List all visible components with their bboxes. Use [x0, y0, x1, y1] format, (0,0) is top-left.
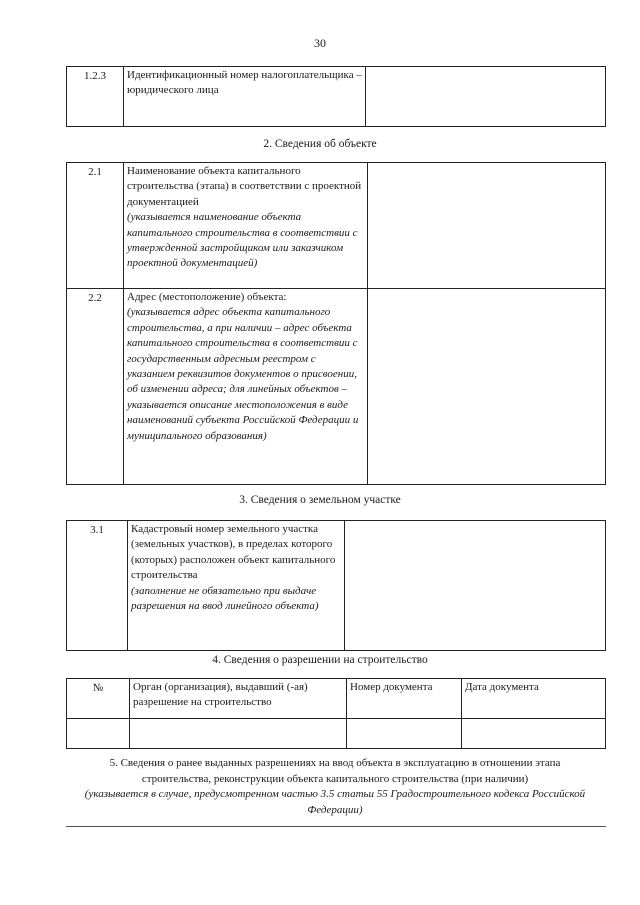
row-label [124, 67, 366, 127]
object-info-table [66, 162, 606, 485]
row-number: 2.1 [67, 163, 124, 289]
section-2-heading: 2. Сведения об объекте [263, 138, 377, 150]
cell-doc-number[interactable] [347, 719, 462, 749]
table-row [67, 163, 606, 289]
section-3-heading: 3. Сведения о земельном участке [239, 494, 401, 506]
cell-doc-date[interactable] [462, 719, 606, 749]
table-header-row [67, 679, 606, 719]
row-label [128, 521, 345, 651]
row-number: 1.2.3 [67, 67, 124, 127]
value-cell[interactable] [345, 521, 606, 651]
table-row [67, 289, 606, 485]
section-5-block [75, 756, 595, 818]
page-number: 30 [314, 36, 326, 50]
column-header-authority: Орган (организация), выдавший (-ая) разрешение на строительство [130, 679, 347, 719]
row-number: 3.1 [67, 521, 128, 651]
row-label-text: Адрес (местоположение) объекта: [127, 291, 287, 303]
row-note: (указывается адрес объекта капитального строительства, а при наличии – адрес объекта капитального строительства в соответствии с государственным адресным реестром с указанием реквизитов документов о присвоении, об изменении адреса; для линейных объектов – указывается описание местоположения в виде наименований субъекта Российской Федерации и муниципального образования) [127, 306, 359, 442]
row-note: (указывается наименование объекта капитального строительства в соответствии с утвержденной застройщиком или заказчиком проектной документацией) [127, 211, 358, 270]
column-header-doc-date: Дата документа [462, 679, 606, 719]
row-label-text: Идентификационный номер налогоплательщика – юридического лица [127, 69, 362, 97]
cell-authority[interactable] [130, 719, 347, 749]
section-5-note: (указывается в случае, предусмотренном частью 3.5 статьи 55 Градостроительного кодекса Российской Федерации) [84, 788, 586, 816]
row-label-text: Кадастровый номер земельного участка (земельных участков), в пределах которого (которых) расположен объект капитального строительства [131, 523, 336, 582]
value-cell[interactable] [368, 163, 606, 289]
row-label-text: Наименование объекта капитального строительства (этапа) в соответствии с проектной документацией [127, 165, 362, 208]
land-plot-table [66, 520, 606, 651]
cell-number[interactable] [67, 719, 130, 749]
table-row [67, 719, 606, 749]
table-row [67, 521, 606, 651]
section-5-heading: 5. Сведения о ранее выданных разрешениях на ввод объекта в эксплуатацию в отношении этапа строительства, реконструкции объекта капитального строительства (при наличии) [109, 757, 561, 785]
row-label [124, 289, 368, 485]
construction-permit-table [66, 678, 606, 749]
row-note: (заполнение не обязательно при выдаче разрешения на ввод линейного объекта) [131, 584, 319, 613]
taxpayer-id-table [66, 66, 606, 127]
value-cell[interactable] [368, 289, 606, 485]
value-cell[interactable] [366, 67, 606, 127]
table-row [67, 67, 606, 127]
column-header-number: № [67, 679, 130, 719]
row-label [124, 163, 368, 289]
column-header-doc-number: Номер документа [347, 679, 462, 719]
row-number: 2.2 [67, 289, 124, 485]
section-4-heading: 4. Сведения о разрешении на строительство [212, 654, 428, 666]
page-divider [66, 826, 606, 827]
